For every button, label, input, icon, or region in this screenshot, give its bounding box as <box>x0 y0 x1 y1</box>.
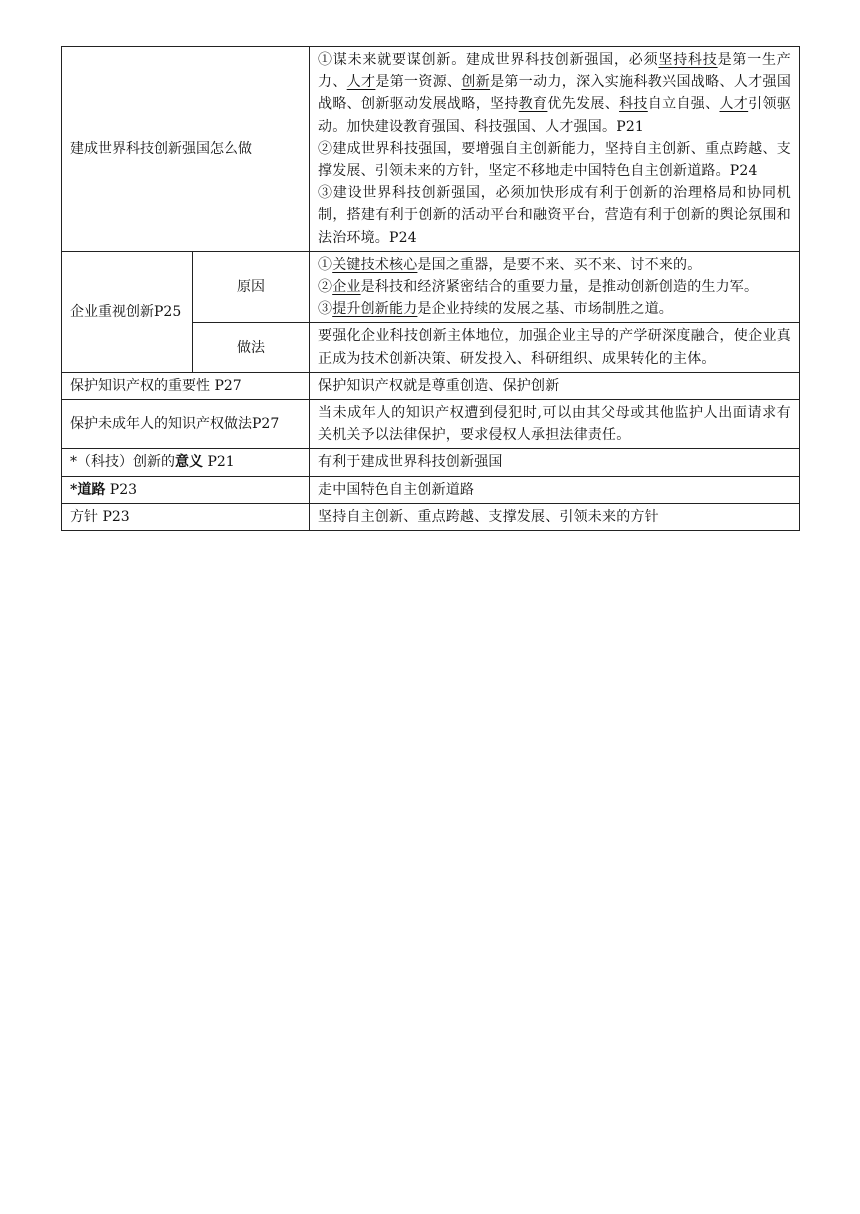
row-answer: 有利于建成世界科技创新强国 <box>310 449 800 476</box>
row-answer: 当未成年人的知识产权遭到侵犯时,可以由其父母或其他监护人出面请求有关机关予以法律保护，要求侵权人承担法律责任。 <box>310 400 800 449</box>
row-answer: 走中国特色自主创新道路 <box>310 476 800 503</box>
underlined-keyword: 坚持科技 <box>658 52 718 68</box>
text-run: *（科技）创新的 <box>70 454 175 471</box>
text-run: 是科技和经济紧密结合的重要力量，是推动创新创造的生力军。 <box>360 279 759 296</box>
text-run: 是第一生产力、 <box>318 52 791 91</box>
table-row <box>62 251 800 323</box>
row-answer <box>310 47 800 252</box>
reason-item <box>318 254 791 276</box>
sub-label-reason: 原因 <box>193 251 310 323</box>
table-row <box>62 449 800 476</box>
underlined-keyword: 关键技术核心 <box>332 256 418 273</box>
row-answer <box>310 251 800 323</box>
row-question <box>62 449 310 476</box>
reason-item <box>318 298 791 320</box>
bold-keyword: *道路 <box>70 481 106 498</box>
bold-keyword: 意义 <box>175 454 203 471</box>
text-run: 是第一资源、 <box>375 74 462 91</box>
underlined-keyword: 企业 <box>332 279 361 296</box>
text-run: 自立自强、 <box>647 96 720 113</box>
row-question: 保护知识产权的重要性 P27 <box>62 372 310 399</box>
row-question: 保护未成年人的知识产权做法P27 <box>62 400 310 449</box>
underlined-keyword: 提升创新能力 <box>332 301 418 318</box>
underlined-keyword: 科技 <box>619 96 648 113</box>
row-question: 方针 P23 <box>62 503 310 530</box>
row-answer: 要强化企业科技创新主体地位，加强企业主导的产学研深度融合，使企业真正成为技术创新决策、研发投入、科研组织、成果转化的主体。 <box>310 323 800 372</box>
underlined-keyword: 人才 <box>719 96 749 113</box>
answer-paragraph-2: ②建成世界科技强国，要增强自主创新能力，坚持自主创新、重点跨越、支撑发展、引领未来的方针，坚定不移地走中国特色自主创新道路。P24 <box>318 140 791 180</box>
text-run: ①谋未来就要谋创新。建成世界科技创新强国，必须 <box>318 52 659 68</box>
underlined-keyword: 人才 <box>346 74 376 91</box>
table-row <box>62 400 800 449</box>
text-run: P23 <box>105 481 138 498</box>
text-run: 是国之重器，是要不来、买不来、讨不来的。 <box>417 256 702 273</box>
answer-paragraph-3: ③建设世界科技创新强国，必须加快形成有利于创新的治理格局和协同机制，搭建有利于创新的活动平台和融资平台，营造有利于创新的舆论氛围和法治环境。P24 <box>318 185 791 246</box>
sub-label-method: 做法 <box>193 323 310 372</box>
text-run: 是第一动力，深入实施科教兴国战略、人才强国战略、创新驱动发展战略，坚持 <box>318 74 792 113</box>
table-row <box>62 372 800 399</box>
row-question <box>62 476 310 503</box>
row-answer: 保护知识产权就是尊重创造、保护创新 <box>310 372 800 399</box>
row-answer: 坚持自主创新、重点跨越、支撑发展、引领未来的方针 <box>310 503 800 530</box>
knowledge-table <box>61 46 800 531</box>
row-question: 企业重视创新P25 <box>62 251 193 372</box>
reason-item <box>318 276 791 298</box>
text-run: 引领驱动。加快建设教育强国、科技强国、人才强国。P21 <box>318 96 792 135</box>
text-run: 是企业持续的发展之基、市场制胜之道。 <box>417 301 674 318</box>
text-run: ② <box>318 279 333 296</box>
row-question: 建成世界科技创新强国怎么做 <box>62 47 310 252</box>
table-row <box>62 47 800 252</box>
answer-paragraph-1 <box>318 49 791 138</box>
text-run: 优先发展、 <box>547 96 620 113</box>
text-run: ③ <box>318 301 333 318</box>
table-row <box>62 476 800 503</box>
underlined-keyword: 创新 <box>461 74 491 91</box>
text-run: P21 <box>203 454 235 471</box>
text-run: ① <box>318 256 333 273</box>
underlined-keyword: 教育 <box>518 96 548 113</box>
table-row <box>62 503 800 530</box>
